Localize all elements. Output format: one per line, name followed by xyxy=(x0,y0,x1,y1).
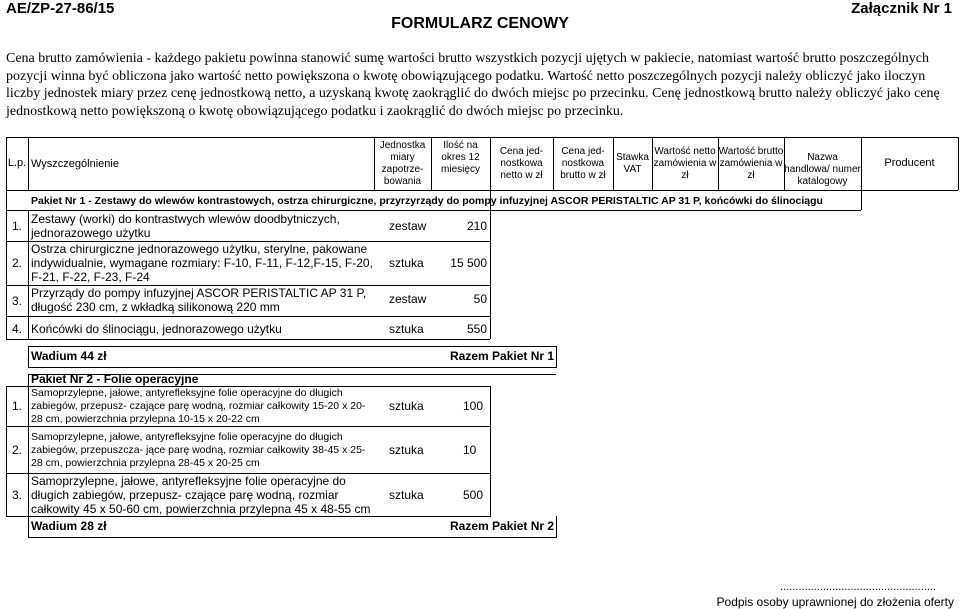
row-lp: 2. xyxy=(11,256,22,270)
row-unit: sztuka xyxy=(389,443,424,457)
row-divider xyxy=(6,426,490,427)
row-description-line: długich zabiegów, przepusz- czające parę wodną, rozmiar xyxy=(31,488,339,502)
row-description-line: Ostrza chirurgiczne jednorazowego użytku, sterylne, pakowane xyxy=(31,242,368,256)
document-reference: AE/ZP-27-86/15 xyxy=(6,0,115,17)
razem-pakiet2: Razem Pakiet Nr 2 xyxy=(450,519,555,533)
row-qty: 210 xyxy=(466,219,487,233)
pakiet2-border-right xyxy=(490,386,491,517)
row-unit: sztuka xyxy=(389,256,424,270)
pakiet1-title-divider xyxy=(6,210,861,211)
table-border-top xyxy=(6,137,958,138)
row-description-line: Samoprzylepne, jałowe, antyrefleksyjne folie operacyjne do długich xyxy=(31,431,343,443)
row-lp: 1. xyxy=(11,219,22,233)
col-header-trade-name: Nazwa handlowa/ numer katalogowy xyxy=(784,152,861,187)
table-border-right xyxy=(958,137,959,190)
summary-bottom-line xyxy=(28,367,556,368)
pakiet2-lp-divider xyxy=(28,374,29,517)
wadium-pakiet2: Wadium 28 zł xyxy=(31,519,107,533)
row-description-line: Samoprzylepne, jałowe, antyrefleksyjne folie operacyjne do długich xyxy=(31,387,343,399)
row-unit: sztuka xyxy=(389,399,424,413)
col-header-gross-value: Wartość brutto zamówienia w zł xyxy=(718,146,784,181)
pakiet2-title: Pakiet Nr 2 - Folie operacyjne xyxy=(31,372,199,386)
row-unit: zestaw xyxy=(389,219,427,233)
row-description-line: indywidualnie, wymagane rozmiary: F-10, F-11, F-12,F-15, F-20, xyxy=(31,256,373,270)
row-description-line: Zestawy (worki) do kontrastwych wlewów doodbytniczych, xyxy=(31,212,340,226)
row-description-line: całkowity 45 x 50-60 cm, powierzchnia przylepna 45 x 48-55 cm xyxy=(31,502,371,516)
row-lp: 3. xyxy=(11,294,22,308)
row-description-line: 28 cm, powierzchnia przylepna 28-45 x 20-25 cm xyxy=(31,457,260,469)
col-header-net-value: Wartość netto zamówienia w zł xyxy=(653,146,717,181)
row-unit: sztuka xyxy=(389,488,424,502)
row-description-line: zabiegów, przepusz- czające parę wodną, rozmiar całkowity 15-20 x 20- xyxy=(31,400,366,412)
col-header-unit: Jednostka miary zapotrze- bowania xyxy=(379,140,426,187)
col-divider xyxy=(861,137,862,210)
row-qty: 15 500 xyxy=(450,256,487,270)
col-header-producer: Producent xyxy=(884,157,935,169)
summary-left-line xyxy=(28,346,29,368)
row-lp: 2. xyxy=(11,443,22,457)
row-qty: 500 xyxy=(463,488,484,502)
row-qty: 550 xyxy=(466,322,487,336)
row-description-line: długość 230 cm, z wkładką silikonową 220 mm xyxy=(31,300,280,314)
instructions-text: Cena brutto zamówienia - każdego pakietu powinna stanowić sumę wartości brutto wszystkich pozycji ujętych w pakiecie, natomiast wartość brutto poszczególnych pozycji winna być obliczona jako wartość netto powiększona o kwotę obowiązującego podatku. Wartość netto poszczególnych pozycji należy obliczyć jako iloczyn liczby jednostek miary przez cenę jednostkową netto, a uzyskaną kwotę zaokrąglić do dwóch miejsc po przecinku. Cenę jednostkową brutto należy obliczyć jako cenę jednostkową netto powiększoną o kwotę obowiązującego podatku i zaokrąglić do dwóch miejsc po przecinku. xyxy=(6,51,940,119)
summary-bottom-line xyxy=(28,537,556,538)
row-qty: 10 xyxy=(463,443,477,457)
summary-top-line xyxy=(28,346,556,347)
col-header-vat: Stawka VAT xyxy=(616,152,649,175)
razem-pakiet1: Razem Pakiet Nr 1 xyxy=(450,349,555,363)
row-description-line: jednorazowego użytku xyxy=(31,226,151,240)
row-divider xyxy=(6,316,490,317)
col-divider xyxy=(28,137,29,190)
pakiet2-lp-top xyxy=(6,386,28,387)
signature-label: Podpis osoby uprawnionej do złożenia oferty xyxy=(716,595,954,609)
instructions-paragraph xyxy=(6,50,954,120)
row-qty: 50 xyxy=(473,292,487,306)
row-unit: zestaw xyxy=(389,292,427,306)
wadium-pakiet1: Wadium 44 zł xyxy=(31,349,107,363)
row-description-line: zabiegów, przepuszcza- jące parę wodną, rozmiar całkowity 38-45 x 25- xyxy=(31,444,366,456)
pakiet1-title: Pakiet Nr 1 - Zestawy do wlewów kontrastowych, ostrza chirurgiczne, przyrzyrządy do pompy infuzyjnej ASCOR PERISTALTIC AP 31 P, końcówki do ślinociągu xyxy=(31,195,823,207)
summary-left-line xyxy=(28,516,29,538)
header-row-divider xyxy=(6,190,958,191)
row-divider xyxy=(6,339,490,340)
row-description-line: F-21, F-22, F-23, F-24 xyxy=(31,270,150,284)
attachment-number: Załącznik Nr 1 xyxy=(851,0,952,17)
row-description-line: 28 cm, powierzchnia przylepna 10-15 x 20-22 cm xyxy=(31,413,260,425)
summary-right-line xyxy=(556,346,557,368)
row-description-line: Przyrządy do pompy infuzyjnej ASCOR PERISTALTIC AP 31 P, xyxy=(31,286,367,300)
row-divider xyxy=(6,516,490,517)
row-lp: 3. xyxy=(11,488,22,502)
signature-line: ................................................... xyxy=(780,581,936,593)
summary-right-line xyxy=(556,516,557,538)
row-unit: sztuka xyxy=(389,322,424,336)
row-description-line: Końcówki do ślinociągu, jednorazowego użytku xyxy=(31,322,282,336)
col-header-lp: L.p. xyxy=(7,157,27,169)
form-title: FORMULARZ CENOWY xyxy=(391,15,569,32)
col-header-name: Wyszczególnienie xyxy=(31,158,119,170)
row-lp: 1. xyxy=(11,399,22,413)
row-lp: 4. xyxy=(11,322,22,336)
col-header-qty: Ilość na okres 12 miesięcy xyxy=(441,140,480,175)
lp-col-divider xyxy=(28,210,29,339)
row-description-line: Samoprzylepne, jałowe, antyrefleksyjne folie operacyjne do xyxy=(31,474,346,488)
row-qty: 100 xyxy=(463,399,484,413)
col-header-net-price: Cena jed- nostkowa netto w zł xyxy=(499,146,544,181)
col-header-gross-price: Cena jed- nostkowa brutto w zł xyxy=(560,146,606,181)
